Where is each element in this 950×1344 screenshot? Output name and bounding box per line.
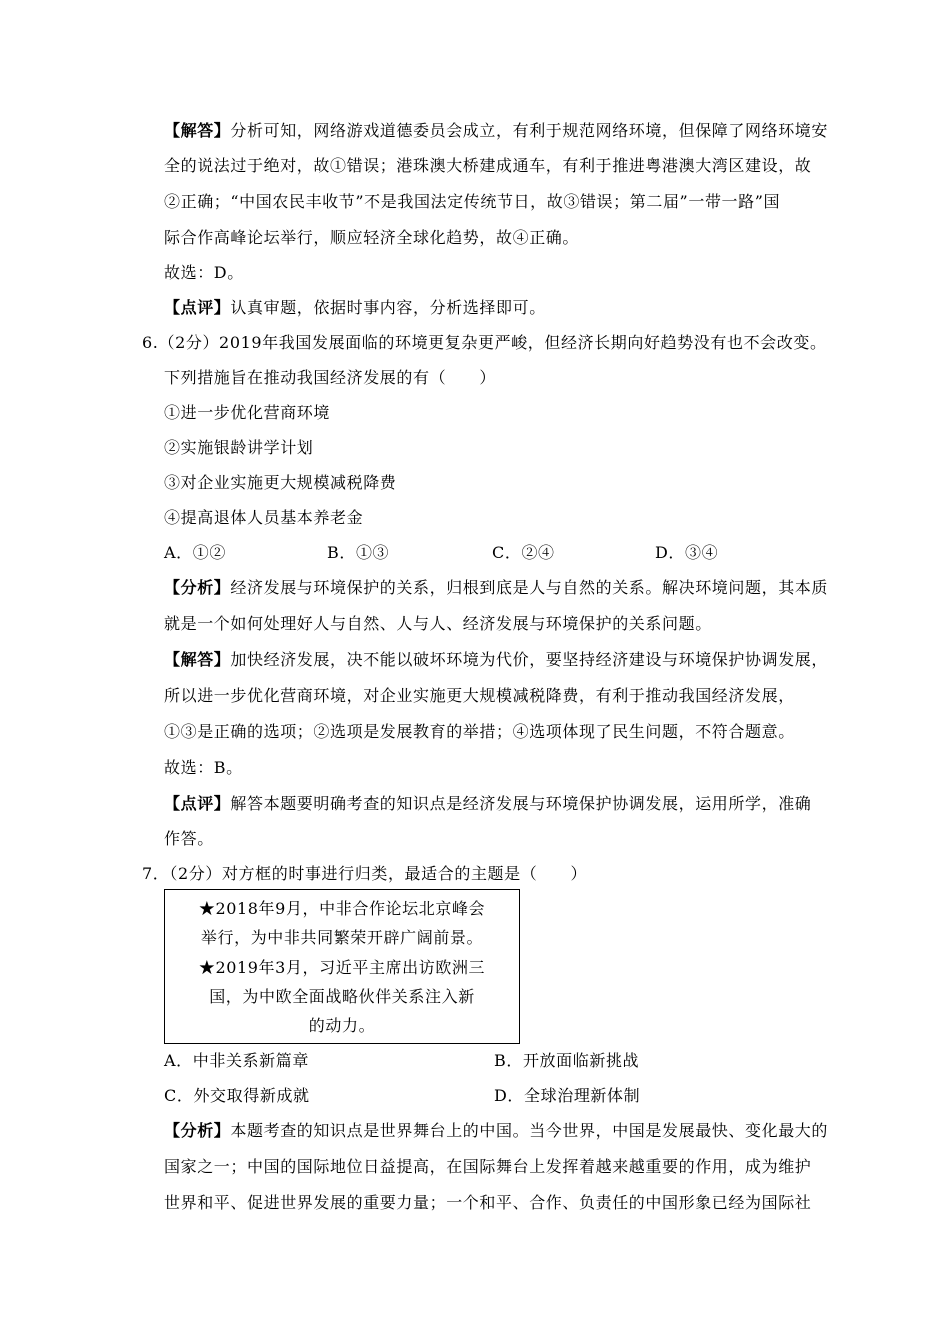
q7-option-a: A．中非关系新篇章 (164, 1051, 309, 1070)
q7-box-line-5: 的动力。 (308, 1016, 376, 1035)
q5-answer-line-1: 【解答】分析可知，网络游戏道德委员会成立，有利于规范网络环境，但保障了网络环境安 (164, 121, 829, 140)
q6-option-b: B．①③ (327, 543, 390, 562)
q5-answer-line-4: 际合作高峰论坛举行，顺应轻济全球化趋势，故④正确。 (164, 228, 580, 247)
comment-label: 【点评】 (164, 298, 231, 317)
answer-label: 【解答】 (164, 650, 231, 669)
q6-option-d: D．③④ (655, 543, 719, 562)
q7-box-line-1: ★2018年9月，中非合作论坛北京峰会 (198, 899, 486, 918)
q7-option-c: C．外交取得新成就 (164, 1086, 310, 1105)
comment-label: 【点评】 (164, 794, 231, 813)
q5-comment: 【点评】认真审题，依据时事内容，分析选择即可。 (164, 298, 546, 317)
q7-option-b: B．开放面临新挑战 (494, 1051, 640, 1070)
analysis-label: 【分析】 (164, 578, 231, 597)
q6-answer-line-3: ①③是正确的选项；②选项是发展教育的举措；④选项体现了民生问题，不符合题意。 (164, 722, 795, 741)
q6-item-2: ②实施银龄讲学计划 (164, 438, 314, 457)
q5-answer-line-3: ②正确；“中国农民丰收节”不是我国法定传统节日，故③错误；第二届”一带一路”国 (164, 192, 781, 211)
q6-stem-line-1: 6.（2分）2019年我国发展面临的环境更复杂更严峻，但经济长期向好趋势没有也不会改变。 (142, 333, 827, 352)
q6-choice: 故选：B。 (164, 758, 243, 777)
q7-box-line-3: ★2019年3月，习近平主席出访欧洲三 (198, 958, 486, 977)
q7-box-line-4: 国，为中欧全面战略伙伴关系注入新 (209, 987, 475, 1006)
q6-answer-line-2: 所以进一步优化营商环境，对企业实施更大规模减税降费，有利于推动我国经济发展， (164, 686, 795, 705)
q6-item-1: ①进一步优化营商环境 (164, 403, 331, 422)
q7-analysis-line-1: 【分析】本题考查的知识点是世界舞台上的中国。当今世界，中国是发展最快、变化最大的 (164, 1121, 829, 1140)
answer-label: 【解答】 (164, 121, 231, 140)
q6-item-4: ④提高退体人员基本养老金 (164, 508, 364, 527)
q6-option-a: A．①② (164, 543, 226, 562)
q6-comment-line-1: 【点评】解答本题要明确考查的知识点是经济发展与环境保护协调发展，运用所学，准确 (164, 794, 812, 813)
q6-analysis-line-2: 就是一个如何处理好人与自然、人与人、经济发展与环境保护的关系问题。 (164, 614, 712, 633)
analysis-label: 【分析】 (164, 1121, 231, 1140)
q6-analysis-line-1: 【分析】经济发展与环境保护的关系，归根到底是人与自然的关系。解决环境问题，其本质 (164, 578, 829, 597)
q7-analysis-line-3: 世界和平、促进世界发展的重要力量；一个和平、合作、负责任的中国形象已经为国际社 (164, 1193, 812, 1212)
q5-choice: 故选：D。 (164, 263, 244, 282)
q7-box-line-2: 举行，为中非共同繁荣开辟广阔前景。 (200, 928, 484, 947)
q7-analysis-line-2: 国家之一；中国的国际地位日益提高，在国际舞台上发挥着越来越重要的作用，成为维护 (164, 1157, 812, 1176)
q6-stem-line-2: 下列措施旨在推动我国经济发展的有（ ） (164, 368, 497, 387)
q6-option-c: C．②④ (492, 543, 555, 562)
q5-answer-line-2: 全的说法过于绝对，故①错误；港珠澳大桥建成通车，有利于推进粤港澳大湾区建设，故 (164, 156, 812, 175)
q6-comment-line-2: 作答。 (164, 829, 214, 848)
q6-answer-line-1: 【解答】加快经济发展，决不能以破坏环境为代价，要坚持经济建设与环境保护协调发展， (164, 650, 829, 669)
q6-item-3: ③对企业实施更大规模减税降费 (164, 473, 397, 492)
q7-news-box (164, 889, 520, 1044)
q7-stem: 7．（2分）对方框的时事进行归类，最适合的主题是（ ） (142, 864, 588, 883)
q7-option-d: D．全球治理新体制 (494, 1086, 641, 1105)
